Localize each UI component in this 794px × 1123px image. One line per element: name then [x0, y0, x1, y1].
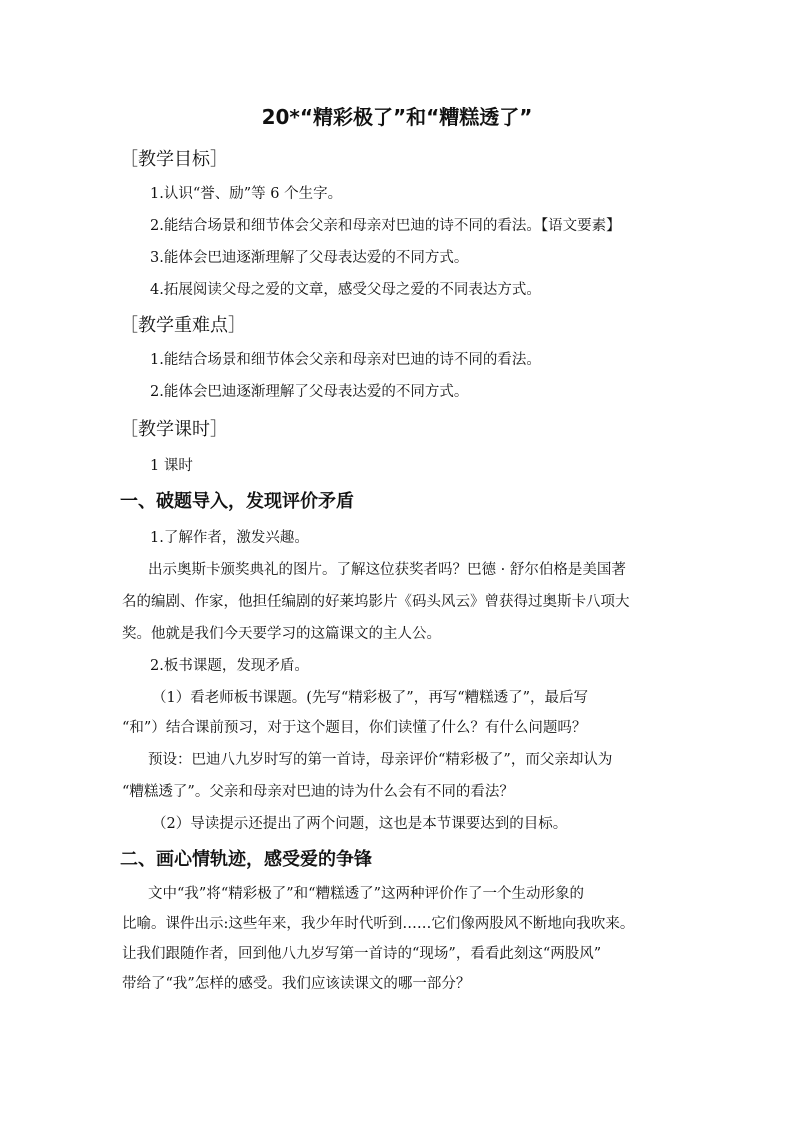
paragraph-line: “糟糕透了”。父亲和母亲对巴迪的诗为什么会有不同的看法？	[122, 784, 514, 800]
objective-item: 1.认识“誉、励”等 6 个生字。	[150, 186, 343, 202]
objective-item: 3.能体会巴迪逐渐理解了父母表达爱的不同方式。	[150, 250, 469, 266]
objective-item: 4.拓展阅读父母之爱的文章，感受父母之爱的不同表达方式。	[150, 282, 541, 298]
part1-step1: 1.了解作者，激发兴趣。	[150, 530, 309, 546]
paragraph-line: 出示奥斯卡颁奖典礼的图片。了解这位获奖者吗？巴德 · 舒尔伯格是美国著	[148, 562, 626, 578]
period-value: 1 课时	[150, 458, 193, 474]
paragraph-line: 文中“我”将“精彩极了”和“糟糕透了”这两种评价作了一个生动形象的	[148, 886, 584, 902]
keypoints-heading: ［教学重难点］	[120, 315, 246, 336]
paragraph-line: 名的编剧、作家，他担任编剧的好莱坞影片《码头风云》曾获得过奥斯卡八项大	[122, 594, 630, 610]
paragraph-line: 比喻。课件出示:这些年来，我少年时代听到……它们像两股风不断地向我吹来。	[122, 916, 635, 932]
objectives-heading: ［教学目标］	[120, 149, 228, 170]
paragraph-line: “和”）结合课前预习，对于这个题目，你们读懂了什么？有什么问题吗？	[122, 720, 587, 736]
period-heading: ［教学课时］	[120, 419, 228, 440]
paragraph-line: （2）导读提示还提出了两个问题，这也是本节课要达到的目标。	[152, 816, 568, 832]
paragraph-line: 奖。他就是我们今天要学习的这篇课文的主人公。	[122, 626, 441, 642]
lesson-title: 20*“精彩极了”和“糟糕透了”	[261, 105, 533, 129]
paragraph-line: 让我们跟随作者，回到他八九岁写第一首诗的“现场”，看看此刻这“两股风”	[122, 946, 602, 962]
paragraph-line: 带给了“我”怎样的感受。我们应该读课文的哪一部分？	[122, 976, 471, 992]
part2-heading: 二、画心情轨迹，感受爱的争锋	[120, 849, 372, 870]
keypoint-item: 2.能体会巴迪逐渐理解了父母表达爱的不同方式。	[150, 384, 469, 400]
part1-step2: 2.板书课题，发现矛盾。	[150, 658, 309, 674]
objective-item: 2.能结合场景和细节体会父亲和母亲对巴迪的诗不同的看法。【语文要素】	[150, 218, 621, 234]
part1-heading: 一、破题导入，发现评价矛盾	[120, 491, 354, 512]
keypoint-item: 1.能结合场景和细节体会父亲和母亲对巴迪的诗不同的看法。	[150, 352, 541, 368]
paragraph-line: 预设：巴迪八九岁时写的第一首诗，母亲评价“精彩极了”，而父亲却认为	[148, 752, 613, 768]
paragraph-line: （1）看老师板书课题。(先写“精彩极了”，再写“糟糕透了”，最后写	[152, 690, 589, 706]
